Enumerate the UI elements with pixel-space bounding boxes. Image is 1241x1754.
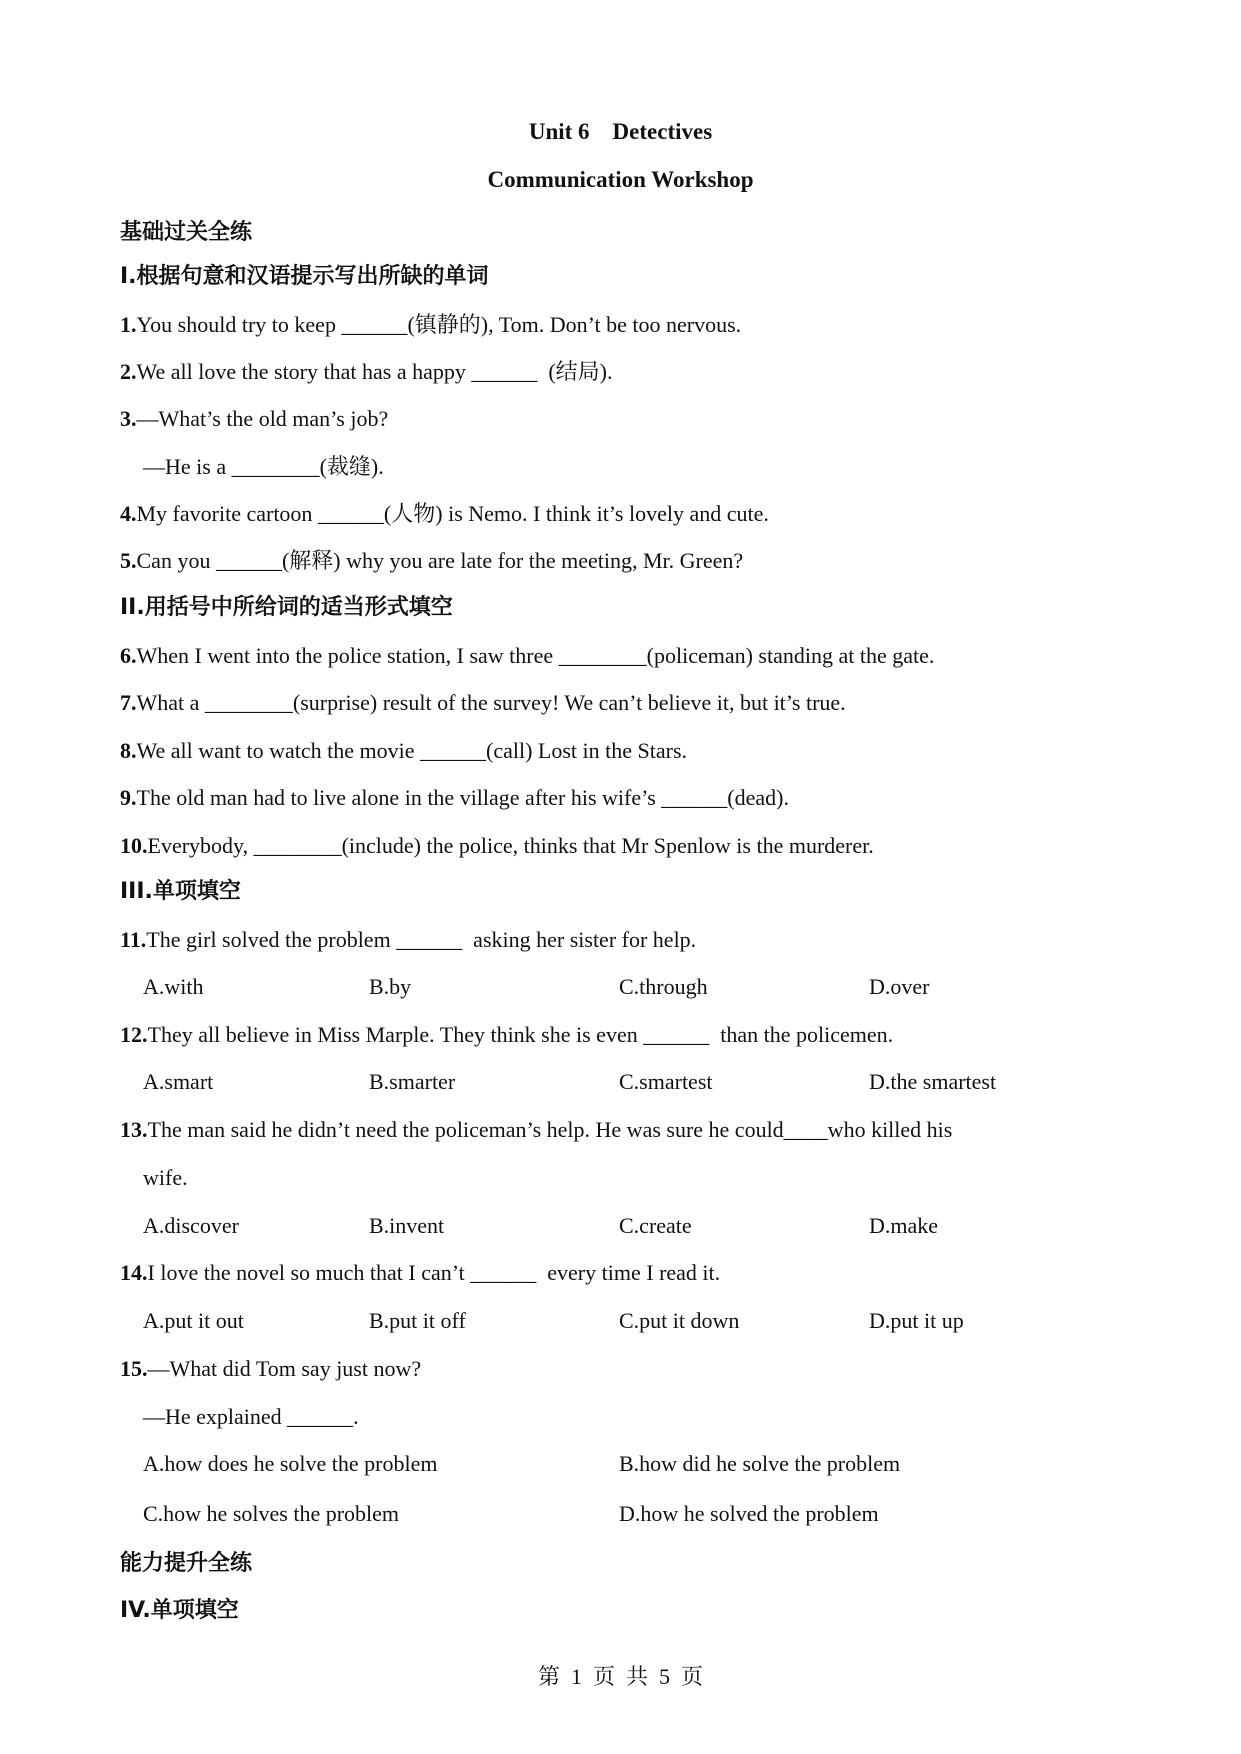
- question-13-continuation: wife.: [143, 1165, 188, 1190]
- question-number: 6.: [120, 643, 137, 668]
- page-title: Unit 6 Detectives: [528, 119, 713, 144]
- question-8: [120, 737, 687, 765]
- question-number: 5.: [120, 548, 137, 573]
- question-text: You should try to keep ______(镇静的), Tom. Don’t be too nervous.: [136, 312, 742, 337]
- option-c: C.how he solves the problem: [143, 1501, 400, 1526]
- question-text: —What did Tom say just now?: [147, 1356, 422, 1381]
- question-text: Can you ______(解释) why you are late for the meeting, Mr. Green?: [136, 548, 744, 573]
- option-c: C.through: [619, 974, 708, 999]
- question-number: 1.: [120, 312, 137, 337]
- question-9: [120, 784, 789, 812]
- question-13: [120, 1116, 952, 1144]
- option-d: D.put it up: [869, 1308, 964, 1333]
- question-text: The girl solved the problem ______ asking her sister for help.: [146, 927, 697, 952]
- option-c: C.smartest: [619, 1069, 713, 1094]
- question-text: We all love the story that has a happy ______ (结局).: [136, 359, 613, 384]
- question-15-answer-line: —He explained ______.: [143, 1404, 359, 1429]
- question-number: 9.: [120, 785, 137, 810]
- question-12: [120, 1021, 893, 1049]
- option-a: A.discover: [143, 1213, 239, 1238]
- option-a: A.how does he solve the problem: [143, 1451, 438, 1476]
- question-number: 11.: [120, 927, 147, 952]
- section-heading-3: III.单项填空: [120, 879, 241, 904]
- question-text: I love the novel so much that I can’t ______ every time I read it.: [147, 1260, 721, 1285]
- question-number: 12.: [120, 1022, 148, 1047]
- section-heading-1: I.根据句意和汉语提示写出所缺的单词: [120, 264, 489, 289]
- question-text: Everybody, ________(include) the police, thinks that Mr Spenlow is the murderer.: [147, 833, 874, 858]
- question-4: [120, 500, 769, 528]
- option-c: C.put it down: [619, 1308, 740, 1333]
- question-text: When I went into the police station, I saw three ________(policeman) standing at the gate.: [136, 643, 935, 668]
- question-number: 2.: [120, 359, 137, 384]
- option-d: D.how he solved the problem: [619, 1501, 879, 1526]
- question-6: [120, 642, 934, 670]
- option-a: A.with: [143, 974, 204, 999]
- option-d: D.the smartest: [869, 1069, 997, 1094]
- option-b: B.smarter: [369, 1069, 456, 1094]
- part-heading-basic: 基础过关全练: [120, 220, 253, 245]
- question-number: 10.: [120, 833, 148, 858]
- question-text: My favorite cartoon ______(人物) is Nemo. I think it’s lovely and cute.: [136, 501, 769, 526]
- option-b: B.invent: [369, 1213, 445, 1238]
- question-number: 4.: [120, 501, 137, 526]
- question-10: [120, 832, 874, 860]
- question-number: 7.: [120, 690, 137, 715]
- option-d: D.make: [869, 1213, 939, 1238]
- option-a: A.smart: [143, 1069, 214, 1094]
- question-3: [120, 405, 388, 433]
- question-number: 15.: [120, 1356, 148, 1381]
- question-text: We all want to watch the movie ______(call) Lost in the Stars.: [136, 738, 688, 763]
- question-text: What a ________(surprise) result of the survey! We can’t believe it, but it’s true.: [136, 690, 846, 715]
- question-14: [120, 1259, 720, 1287]
- option-b: B.how did he solve the problem: [619, 1451, 901, 1476]
- question-text: They all believe in Miss Marple. They think she is even ______ than the policemen.: [147, 1022, 894, 1047]
- question-11: [120, 926, 696, 954]
- question-7: [120, 689, 846, 717]
- question-number: 13.: [120, 1117, 148, 1142]
- question-number: 3.: [120, 406, 137, 431]
- question-text: The old man had to live alone in the village after his wife’s ______(dead).: [136, 785, 789, 810]
- question-15: [120, 1355, 421, 1383]
- question-2: [120, 358, 613, 386]
- question-number: 8.: [120, 738, 137, 763]
- question-1: [120, 311, 741, 339]
- question-text: —What’s the old man’s job?: [136, 406, 389, 431]
- option-b: B.by: [369, 974, 412, 999]
- question-text: The man said he didn’t need the policeman’s help. He was sure he could____who killed his: [147, 1117, 953, 1142]
- section-heading-2: II.用括号中所给词的适当形式填空: [120, 595, 453, 620]
- part-heading-advanced: 能力提升全练: [120, 1551, 253, 1576]
- option-b: B.put it off: [369, 1308, 466, 1333]
- page-footer: 第 1 页 共 5 页: [537, 1664, 703, 1689]
- option-c: C.create: [619, 1213, 692, 1238]
- question-number: 14.: [120, 1260, 148, 1285]
- section-heading-4: IV.单项填空: [120, 1598, 239, 1623]
- option-a: A.put it out: [143, 1308, 244, 1333]
- page-subtitle: Communication Workshop: [487, 167, 754, 192]
- question-3-answer-line: —He is a ________(裁缝).: [143, 454, 384, 479]
- option-d: D.over: [869, 974, 930, 999]
- question-5: [120, 547, 743, 575]
